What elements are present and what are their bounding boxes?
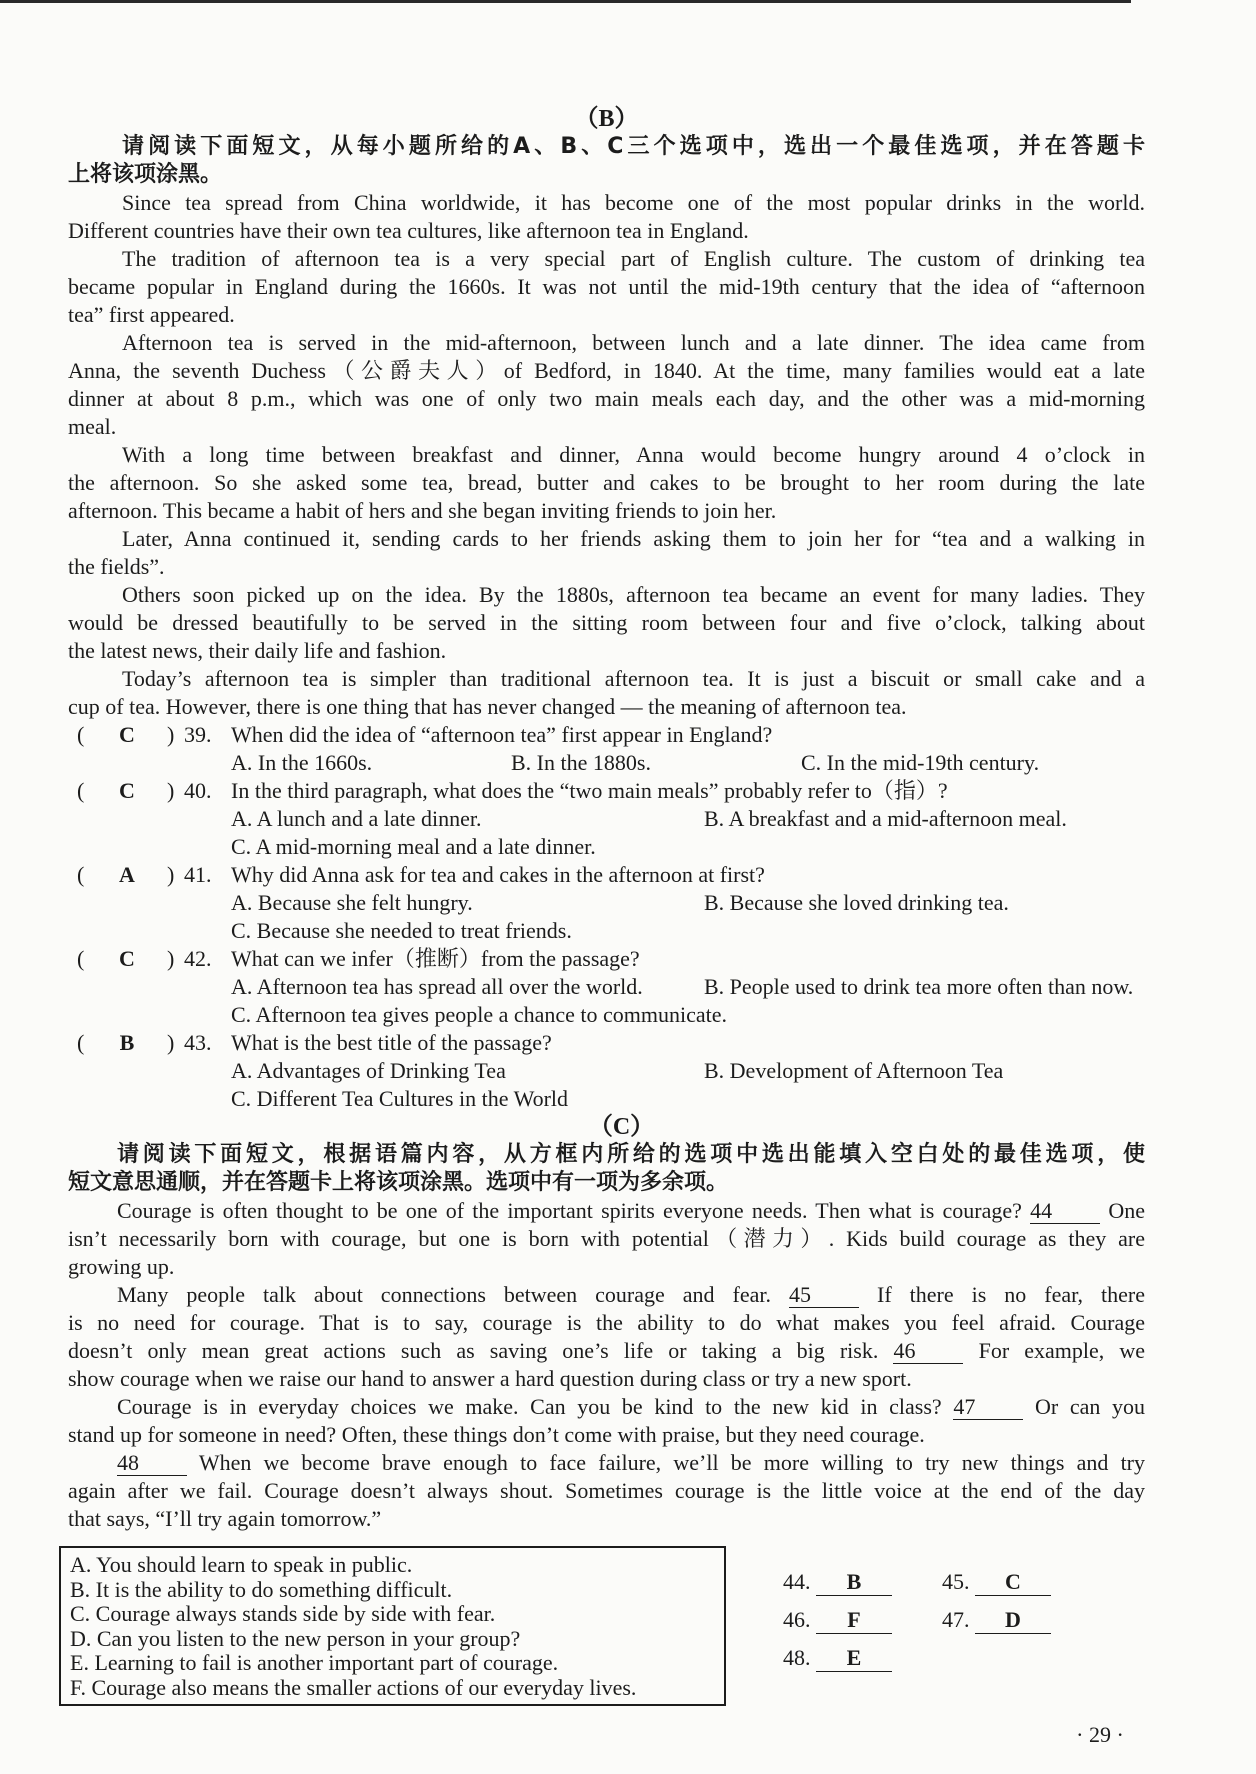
passage-line: tea” first appeared. (68, 302, 235, 327)
passage-line: show courage when we raise our hand to answer a hard question during class or try a new sport. (68, 1366, 912, 1391)
answer-grid (783, 1567, 1083, 1677)
blank-48: 48 (117, 1451, 187, 1476)
answer-47 (942, 1605, 1062, 1635)
passage-line: the latest news, their daily life and fashion. (68, 638, 447, 663)
passage-line: Different countries have their own tea cultures, like afternoon tea in England. (68, 218, 749, 243)
answer-paren-open: ( (77, 862, 85, 887)
option-a: A. A lunch and a late dinner. (231, 806, 482, 831)
passage-text: Courage is often thought to be one of the important spirits everyone needs. Then what is courage? (117, 1198, 1022, 1223)
option-b: B. Because she loved drinking tea. (704, 890, 1009, 915)
options-row (68, 917, 1145, 945)
instruction-line: 请阅读下面短文，根据语篇内容，从方框内所给的选项中选出能填入空白处的最佳选项，使 (117, 1142, 1145, 1167)
answer-46 (783, 1605, 903, 1635)
answer-45 (942, 1567, 1062, 1597)
answer-number: 46. (783, 1607, 811, 1632)
question-number: 43. (184, 1030, 212, 1055)
answer-letter: C (119, 778, 135, 803)
option-a: A. In the 1660s. (231, 750, 373, 775)
options-row (68, 973, 1145, 1001)
passage-line: isn’t necessarily born with courage, but one is born with potential（潜力）. Kids build courage as they are (68, 1226, 1145, 1251)
page-content (68, 105, 1145, 1533)
instruction-line: 请阅读下面短文，从每小题所给的A、B、C三个选项中，选出一个最佳选项，并在答题卡 (122, 134, 1145, 159)
passage-line (68, 1197, 1145, 1225)
page-number: · 29 · (1076, 1722, 1124, 1747)
options-box (59, 1546, 726, 1706)
option-c: C. Different Tea Cultures in the World (231, 1086, 569, 1111)
options-row (68, 833, 1145, 861)
passage-text: Courage is in everyday choices we make. Can you be kind to the new kid in class? (117, 1394, 942, 1419)
answer-paren-close: ) (167, 778, 175, 803)
options-row (68, 1057, 1145, 1085)
passage-text: One (1108, 1198, 1146, 1223)
answer-letter: D (975, 1607, 1051, 1634)
question-40 (68, 777, 1145, 805)
question-number: 39. (184, 722, 212, 747)
instruction-line: 上将该项涂黑。 (68, 162, 223, 187)
option-b: B. People used to drink tea more often than now. (704, 974, 1134, 999)
answer-48 (783, 1643, 903, 1673)
passage-line: became popular in England during the 1660s. It was not until the mid-19th century that the idea of “afternoon (68, 274, 1145, 299)
passage-line: the fields”. (68, 554, 165, 579)
answer-letter: C (119, 722, 135, 747)
options-row (68, 889, 1145, 917)
option-c: C. Because she needed to treat friends. (231, 918, 572, 943)
passage-line: Since tea spread from China worldwide, it has become one of the most popular drinks in the world. (122, 190, 1145, 215)
option-a: A. Because she felt hungry. (231, 890, 473, 915)
answer-number: 47. (942, 1607, 970, 1632)
passage-line: Later, Anna continued it, sending cards to her friends asking them to join her for “tea and a walking in (122, 526, 1145, 551)
box-option-d: D. Can you listen to the new person in your group? (70, 1625, 521, 1651)
option-b: B. Development of Afternoon Tea (704, 1058, 1004, 1083)
options-row (68, 749, 1145, 777)
question-41 (68, 861, 1145, 889)
answer-paren-open: ( (77, 722, 85, 747)
options-row (68, 1085, 1145, 1113)
passage-line (68, 1393, 1145, 1421)
passage-text: When we become brave enough to face failure, we’ll be more willing to try new things and try (198, 1450, 1146, 1475)
option-c: C. Afternoon tea gives people a chance to communicate. (231, 1002, 728, 1027)
answer-paren-close: ) (167, 722, 175, 747)
option-b: B. In the 1880s. (511, 750, 651, 775)
passage-line (68, 1337, 1145, 1365)
blank-44: 44 (1030, 1199, 1100, 1224)
box-option-f: F. Courage also means the smaller actions of our everyday lives. (70, 1674, 637, 1700)
passage-line: Afternoon tea is served in the mid-afternoon, between lunch and a late dinner. The idea came from (122, 330, 1145, 355)
passage-line: meal. (68, 414, 117, 439)
answer-letter: B (119, 1030, 135, 1055)
blank-45: 45 (789, 1283, 859, 1308)
answer-paren-open: ( (77, 946, 85, 971)
answer-letter: B (816, 1569, 892, 1596)
passage-line: Today’s afternoon tea is simpler than traditional afternoon tea. It is just a biscuit or small cake and a (122, 666, 1145, 691)
passage-text: For example, we (978, 1338, 1146, 1363)
passage-line: that says, “I’ll try again tomorrow.” (68, 1506, 382, 1531)
answer-number: 48. (783, 1645, 811, 1670)
passage-line: With a long time between breakfast and dinner, Anna would become hungry around 4 o’clock in (122, 442, 1145, 467)
question-stem: What is the best title of the passage? (231, 1030, 552, 1055)
question-stem: Why did Anna ask for tea and cakes in the afternoon at first? (231, 862, 765, 887)
question-stem: What can we infer（推断）from the passage? (231, 946, 640, 971)
passage-text: Or can you (1034, 1394, 1146, 1419)
option-a: A. Advantages of Drinking Tea (231, 1058, 506, 1083)
answer-letter: A (119, 862, 135, 887)
scan-edge-line (0, 0, 1131, 3)
passage-text: doesn’t only mean great actions such as saving one’s life or taking a big risk. (68, 1338, 879, 1363)
passage-text: If there is no fear, there (877, 1282, 1146, 1307)
answer-paren-open: ( (77, 778, 85, 803)
question-number: 42. (184, 946, 212, 971)
box-option-b: B. It is the ability to do something difficult. (70, 1576, 453, 1602)
blank-47: 47 (953, 1395, 1023, 1420)
options-row (68, 1001, 1145, 1029)
answer-paren-close: ) (167, 862, 175, 887)
section-heading-c: （C） (588, 1114, 655, 1140)
passage-line: The tradition of afternoon tea is a very special part of English culture. The custom of drinking tea (122, 246, 1145, 271)
answer-number: 44. (783, 1569, 811, 1594)
box-option-c: C. Courage always stands side by side with fear. (70, 1601, 496, 1627)
section-heading-b: （B） (574, 106, 639, 132)
passage-line: growing up. (68, 1254, 175, 1279)
answer-letter: E (816, 1645, 892, 1672)
box-option-e: E. Learning to fail is another important part of courage. (70, 1650, 559, 1676)
question-42 (68, 945, 1145, 973)
passage-line: afternoon. This became a habit of hers and she began inviting friends to join her. (68, 498, 777, 523)
answer-44 (783, 1567, 903, 1597)
blank-46: 46 (893, 1339, 963, 1364)
option-c: C. A mid-morning meal and a late dinner. (231, 834, 596, 859)
passage-line: dinner at about 8 p.m., which was one of only two main meals each day, and the other was a mid-morning (68, 386, 1145, 411)
passage-line: the afternoon. So she asked some tea, bread, butter and cakes to be brought to her room during the late (68, 470, 1145, 495)
question-39 (68, 721, 1145, 749)
question-43 (68, 1029, 1145, 1057)
answer-letter: C (119, 946, 135, 971)
passage-line: Anna, the seventh Duchess（公爵夫人）of Bedford, in 1840. At the time, many families would eat a late (68, 358, 1145, 383)
answer-paren-close: ) (167, 946, 175, 971)
option-c: C. In the mid-19th century. (801, 750, 1040, 775)
question-stem: When did the idea of “afternoon tea” first appear in England? (231, 722, 773, 747)
option-b: B. A breakfast and a mid-afternoon meal. (704, 806, 1067, 831)
answer-number: 45. (942, 1569, 970, 1594)
passage-line: again after we fail. Courage doesn’t always shout. Sometimes courage is the little voice at the end of the day (68, 1478, 1145, 1503)
passage-line: would be dressed beautifully to be served in the sitting room between four and five o’clock, talking about (68, 610, 1145, 635)
passage-line (68, 1281, 1145, 1309)
option-a: A. Afternoon tea has spread all over the world. (231, 974, 643, 999)
question-number: 41. (184, 862, 212, 887)
answer-letter: F (816, 1607, 892, 1634)
answer-paren-open: ( (77, 1030, 85, 1055)
answer-letter: C (975, 1569, 1051, 1596)
passage-line (68, 1449, 1145, 1477)
question-stem: In the third paragraph, what does the “two main meals” probably refer to（指）? (231, 778, 948, 803)
passage-text: Many people talk about connections between courage and fear. (117, 1282, 771, 1307)
instruction-line: 短文意思通顺，并在答题卡上将该项涂黑。选项中有一项为多余项。 (68, 1170, 729, 1195)
options-row (68, 805, 1145, 833)
question-number: 40. (184, 778, 212, 803)
passage-line: is no need for courage. That is to say, courage is the ability to do what makes you feel afraid. Courage (68, 1310, 1145, 1335)
passage-line: Others soon picked up on the idea. By the 1880s, afternoon tea became an event for many ladies. They (122, 582, 1145, 607)
answer-paren-close: ) (167, 1030, 175, 1055)
box-option-a: A. You should learn to speak in public. (70, 1552, 413, 1577)
passage-line: stand up for someone in need? Often, these things don’t come with praise, but they need courage. (68, 1422, 925, 1447)
passage-line: cup of tea. However, there is one thing that has never changed — the meaning of afternoon tea. (68, 694, 907, 719)
